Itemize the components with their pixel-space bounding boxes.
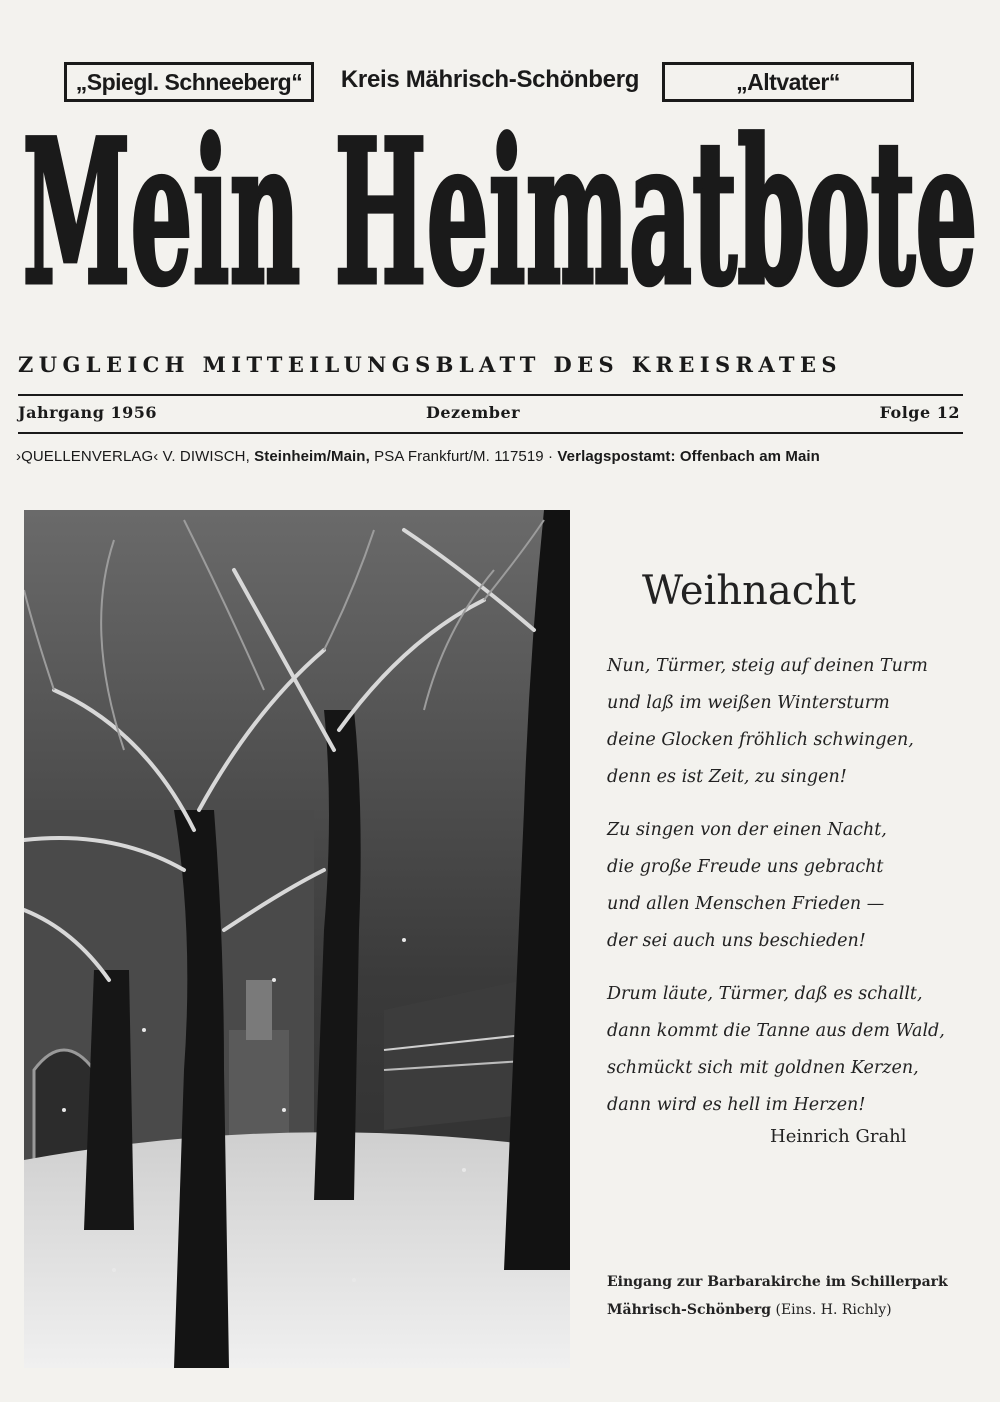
- poem-line: Nun, Türmer, steig auf deinen Turm: [607, 656, 928, 676]
- caption-line-2: [607, 1296, 977, 1324]
- photo-caption: [607, 1268, 977, 1324]
- masthead-title: Mein Heimatbote: [22, 110, 978, 329]
- poem-line: denn es ist Zeit, zu singen!: [607, 767, 847, 787]
- header-district: Kreis Mährisch-Schönberg: [340, 66, 640, 93]
- subtitle: ZUGLEICH MITTEILUNGSBLATT DES KREISRATES: [18, 352, 842, 377]
- poem-stanza: [607, 976, 967, 1124]
- winter-photo: [24, 510, 570, 1368]
- poem-line: Zu singen von der einen Nacht,: [607, 820, 887, 840]
- poem-line: Drum läute, Türmer, daß es schallt,: [607, 984, 923, 1004]
- publisher-psa: PSA Frankfurt/M. 117519: [374, 448, 544, 465]
- poem-line: dann kommt die Tanne aus dem Wald,: [607, 1021, 945, 1041]
- divider: [18, 394, 963, 396]
- header-box-left: „Spiegl. Schneeberg“: [64, 62, 314, 102]
- poem-line: der sei auch uns beschieden!: [607, 931, 866, 951]
- poem-body: [607, 648, 967, 1140]
- poem-line: deine Glocken fröhlich schwingen,: [607, 730, 914, 750]
- divider: [18, 432, 963, 434]
- poem-line: dann wird es hell im Herzen!: [607, 1095, 866, 1115]
- poem-line: und allen Menschen Frieden —: [607, 894, 885, 914]
- issue-year: Jahrgang 1956: [18, 403, 157, 422]
- poem-author: Heinrich Grahl: [770, 1126, 907, 1147]
- poem-stanza: [607, 648, 967, 796]
- poem-title: Weihnacht: [642, 568, 856, 614]
- publisher-location: Steinheim/Main,: [254, 448, 370, 465]
- caption-line-1: Eingang zur Barbarakirche im Schillerpark: [607, 1274, 948, 1290]
- winter-photo-illustration: [24, 510, 570, 1368]
- publisher-line: [16, 448, 966, 465]
- poem-stanza: [607, 812, 967, 960]
- header-box-right: „Altvater“: [662, 62, 914, 102]
- poem-line: und laß im weißen Wintersturm: [607, 693, 890, 713]
- poem-line: die große Freude uns gebracht: [607, 857, 884, 877]
- publisher-name: ›QUELLENVERLAG‹ V. DIWISCH,: [16, 448, 250, 465]
- issue-number: Folge 12: [879, 403, 960, 422]
- publisher-postamt: Verlagspostamt: Offenbach am Main: [557, 448, 820, 465]
- masthead-logo: [10, 110, 990, 342]
- caption-credit: (Eins. H. Richly): [775, 1302, 892, 1318]
- publisher-separator: ·: [548, 448, 554, 465]
- issue-month: Dezember: [426, 403, 521, 422]
- caption-place: Mährisch-Schönberg: [607, 1302, 772, 1318]
- poem-line: schmückt sich mit goldnen Kerzen,: [607, 1058, 919, 1078]
